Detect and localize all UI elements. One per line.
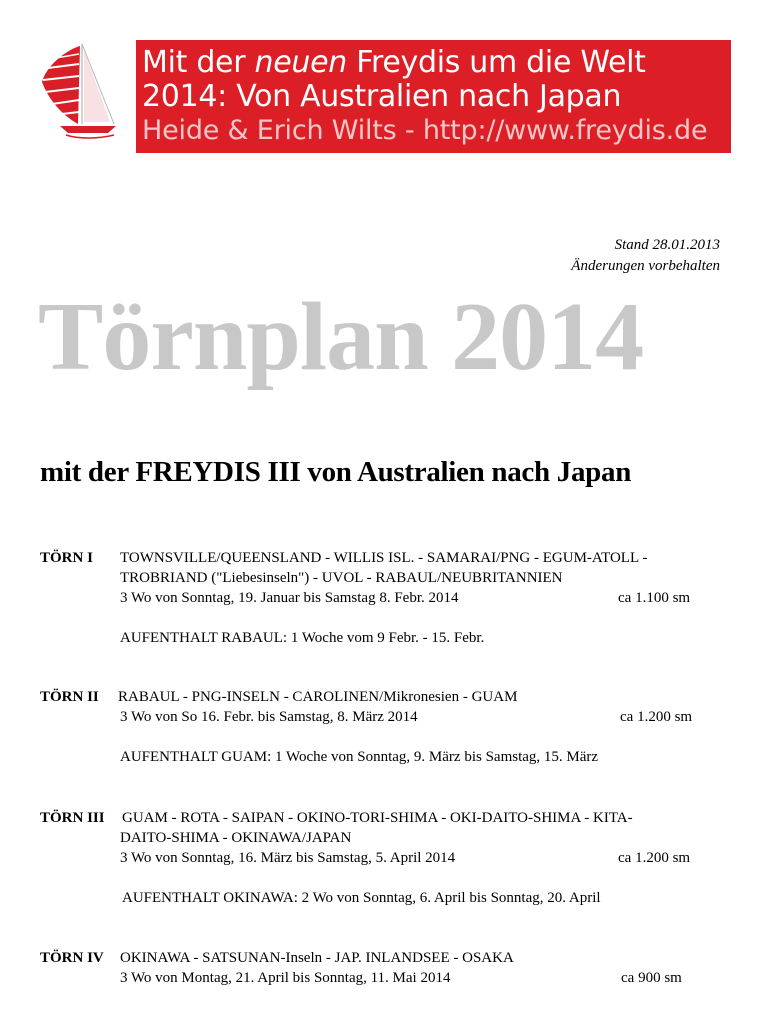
toern-route: TOWNSVILLE/QUEENSLAND - WILLIS ISL. - SAMARAI/PNG - EGUM-ATOLL - [120,550,648,566]
header-banner [136,40,731,153]
toern-distance: ca 900 sm [621,970,682,986]
toern-route: GUAM - ROTA - SAIPAN - OKINO-TORI-SHIMA - OKI-DAITO-SHIMA - KITA- [122,810,633,826]
toern-stay: AUFENTHALT RABAUL: 1 Woche vom 9 Febr. - 15. Febr. [120,630,485,646]
toern-distance: ca 1.200 sm [618,850,691,866]
banner-line-2: 2014: Von Australien nach Japan [142,79,622,114]
sailboat-logo-icon [38,40,120,140]
revision-info [571,235,720,277]
toern-dates: 3 Wo von Montag, 21. April bis Sonntag, 11. Mai 2014 [120,970,451,986]
banner-line-1: Mit der neuen Freydis um die Welt [142,45,646,80]
toern-label: TÖRN IV [40,950,104,966]
toern-stay: AUFENTHALT OKINAWA: 2 Wo von Sonntag, 6. April bis Sonntag, 20. April [122,890,601,906]
toern-route: RABAUL - PNG-INSELN - CAROLINEN/Mikronesien - GUAM [118,689,518,705]
toern-distance: ca 1.200 sm [620,709,693,725]
toern-3-section [40,808,720,908]
toern-label: TÖRN II [40,689,99,705]
toern-distance: ca 1.100 sm [618,590,691,606]
toern-4-section [40,948,720,988]
toern-dates: 3 Wo von So 16. Febr. bis Samstag, 8. März 2014 [120,709,418,725]
revision-note: Änderungen vorbehalten [571,258,720,274]
toern-label: TÖRN III [40,810,105,826]
page-subtitle: mit der FREYDIS III von Australien nach Japan [40,456,632,488]
toern-dates: 3 Wo von Sonntag, 16. März bis Samstag, 5. April 2014 [120,850,456,866]
toern-label: TÖRN I [40,550,93,566]
toern-route: DAITO-SHIMA - OKINAWA/JAPAN [120,830,352,846]
page-title: Törnplan 2014 [38,283,644,391]
toern-route: TROBRIAND ("Liebesinseln") - UVOL - RABAUL/NEUBRITANNIEN [120,570,563,586]
revision-date: Stand 28.01.2013 [614,237,720,253]
toern-1-section [40,548,720,648]
banner-line-3: Heide & Erich Wilts - http://www.freydis.de [142,115,708,146]
toern-route: OKINAWA - SATSUNAN-Inseln - JAP. INLANDSEE - OSAKA [120,950,514,966]
toern-dates: 3 Wo von Sonntag, 19. Januar bis Samstag 8. Febr. 2014 [120,590,459,606]
toern-2-section [40,687,720,767]
toern-stay: AUFENTHALT GUAM: 1 Woche von Sonntag, 9. März bis Samstag, 15. März [120,749,599,765]
